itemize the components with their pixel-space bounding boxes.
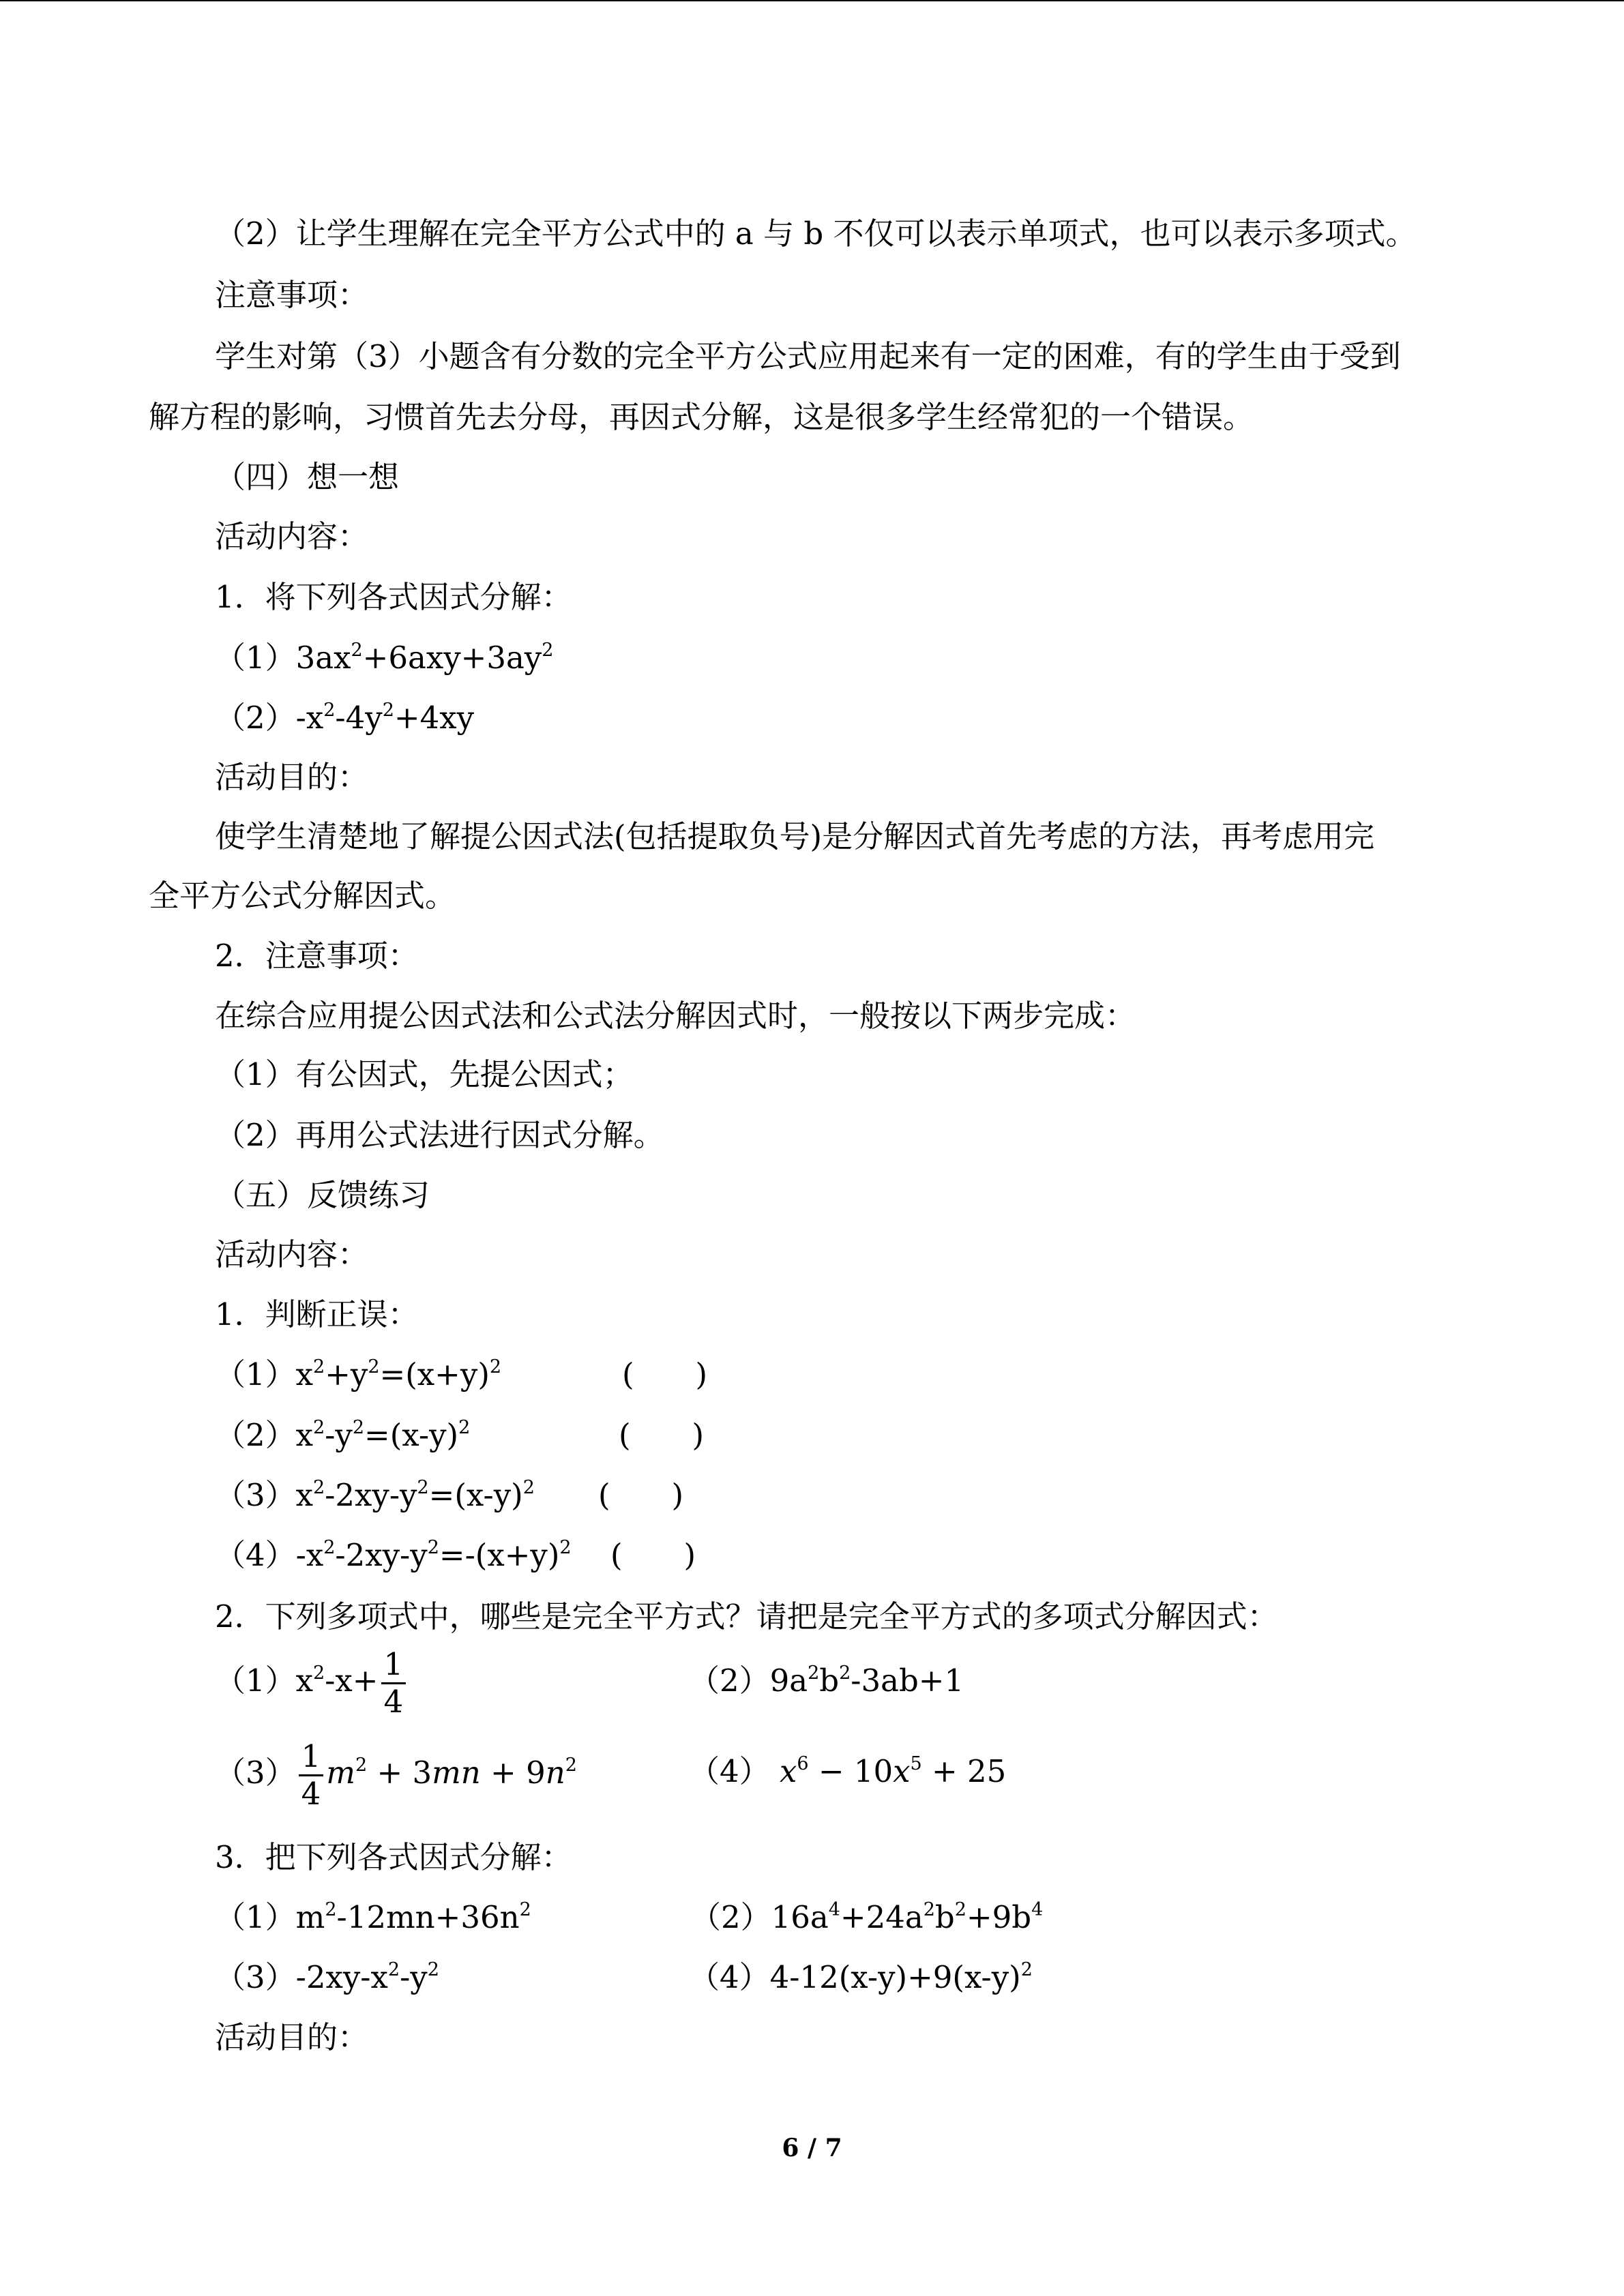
- answer-blank[interactable]: ( ): [598, 1477, 684, 1513]
- answer-blank[interactable]: ( ): [622, 1356, 708, 1392]
- page-top-border: [0, 0, 1624, 1]
- exercise-item: $(1)3ax^2+6axy+3ay^2$: [215, 640, 554, 676]
- judge-item: $(2)x^2-y^2=(x-y)^2$: [215, 1417, 471, 1453]
- exercise-title: 1．将下列各式因式分解：: [215, 579, 572, 615]
- text-line: （2）让学生理解在完全平方公式中的 a 与 b 不仅可以表示单项式，也可以表示多项式。: [215, 215, 1417, 252]
- perfect-square-item: （3） $\frac{1}{4}$ $m^2 + 3mn + 9n^2$: [215, 1738, 577, 1812]
- factor-item: $(4)4-12(x-y)+9(x-y)^2$: [689, 1959, 1033, 1995]
- note-heading: 注意事项：: [215, 277, 369, 313]
- text-line: 解方程的影响，习惯首先去分母，再因式分解，这是很多学生经常犯的一个错误。: [149, 399, 1254, 435]
- note-heading: 2．注意事项：: [215, 938, 419, 974]
- text-line: 学生对第（3）小题含有分数的完全平方公式应用起来有一定的困难，有的学生由于受到: [215, 338, 1401, 374]
- judge-item: $(3)x^2-2xy-y^2=(x-y)^2$: [215, 1477, 535, 1513]
- fraction: $\frac{1}{4}$: [299, 1739, 324, 1812]
- factor-item: $(3)-2xy-x^2-y^2$: [215, 1959, 439, 1995]
- purpose-heading: 活动目的：: [215, 2019, 369, 2055]
- factor-item: $(1)m^2-12mn+36n^2$: [215, 1899, 531, 1935]
- exercise-title: 2．下列多项式中，哪些是完全平方式？请把是完全平方式的多项式分解因式：: [215, 1598, 1278, 1635]
- answer-blank[interactable]: ( ): [619, 1417, 705, 1453]
- exercise-title: 3．把下列各式因式分解：: [215, 1839, 572, 1875]
- purpose-heading: 活动目的：: [215, 759, 369, 795]
- text-line: （1）有公因式，先提公因式；: [215, 1056, 634, 1092]
- section-heading: （四）想一想: [215, 459, 400, 495]
- judge-item: $(1)x^2+y^2=(x+y)^2$: [215, 1356, 502, 1392]
- text-line: 在综合应用提公因式法和公式法分解因式时，一般按以下两步完成：: [215, 998, 1136, 1034]
- text-line: （2）再用公式法进行因式分解。: [215, 1117, 664, 1153]
- exercise-title: 1．判断正误：: [215, 1296, 419, 1332]
- page-number: 6 / 7: [782, 2134, 842, 2162]
- text-line: 使学生清楚地了解提公因式法(包括提取负号)是分解因式首先考虑的方法，再考虑用完: [215, 818, 1375, 854]
- factor-item: $(2)16a^4+24a^2b^2+9b^4$: [690, 1899, 1044, 1935]
- activity-heading: 活动内容：: [215, 518, 369, 554]
- text-line: 全平方公式分解因式。: [149, 878, 456, 914]
- fraction: $\frac{1}{4}$: [381, 1647, 407, 1720]
- answer-blank[interactable]: ( ): [610, 1537, 696, 1573]
- perfect-square-item: （4） $x^6 - 10x^5 + 25$: [689, 1753, 1007, 1789]
- section-heading: （五）反馈练习: [215, 1177, 430, 1213]
- judge-item: $(4)-x^2-2xy-y^2=-(x+y)^2$: [215, 1537, 572, 1573]
- exercise-item: $(2)-x^2-4y^2+4xy$: [215, 700, 475, 736]
- perfect-square-item: $(1)x^2-x+$ $\frac{1}{4}$: [215, 1643, 409, 1718]
- activity-heading: 活动内容：: [215, 1236, 369, 1272]
- perfect-square-item: $(2)9a^2b^2-3ab+1$: [689, 1663, 964, 1699]
